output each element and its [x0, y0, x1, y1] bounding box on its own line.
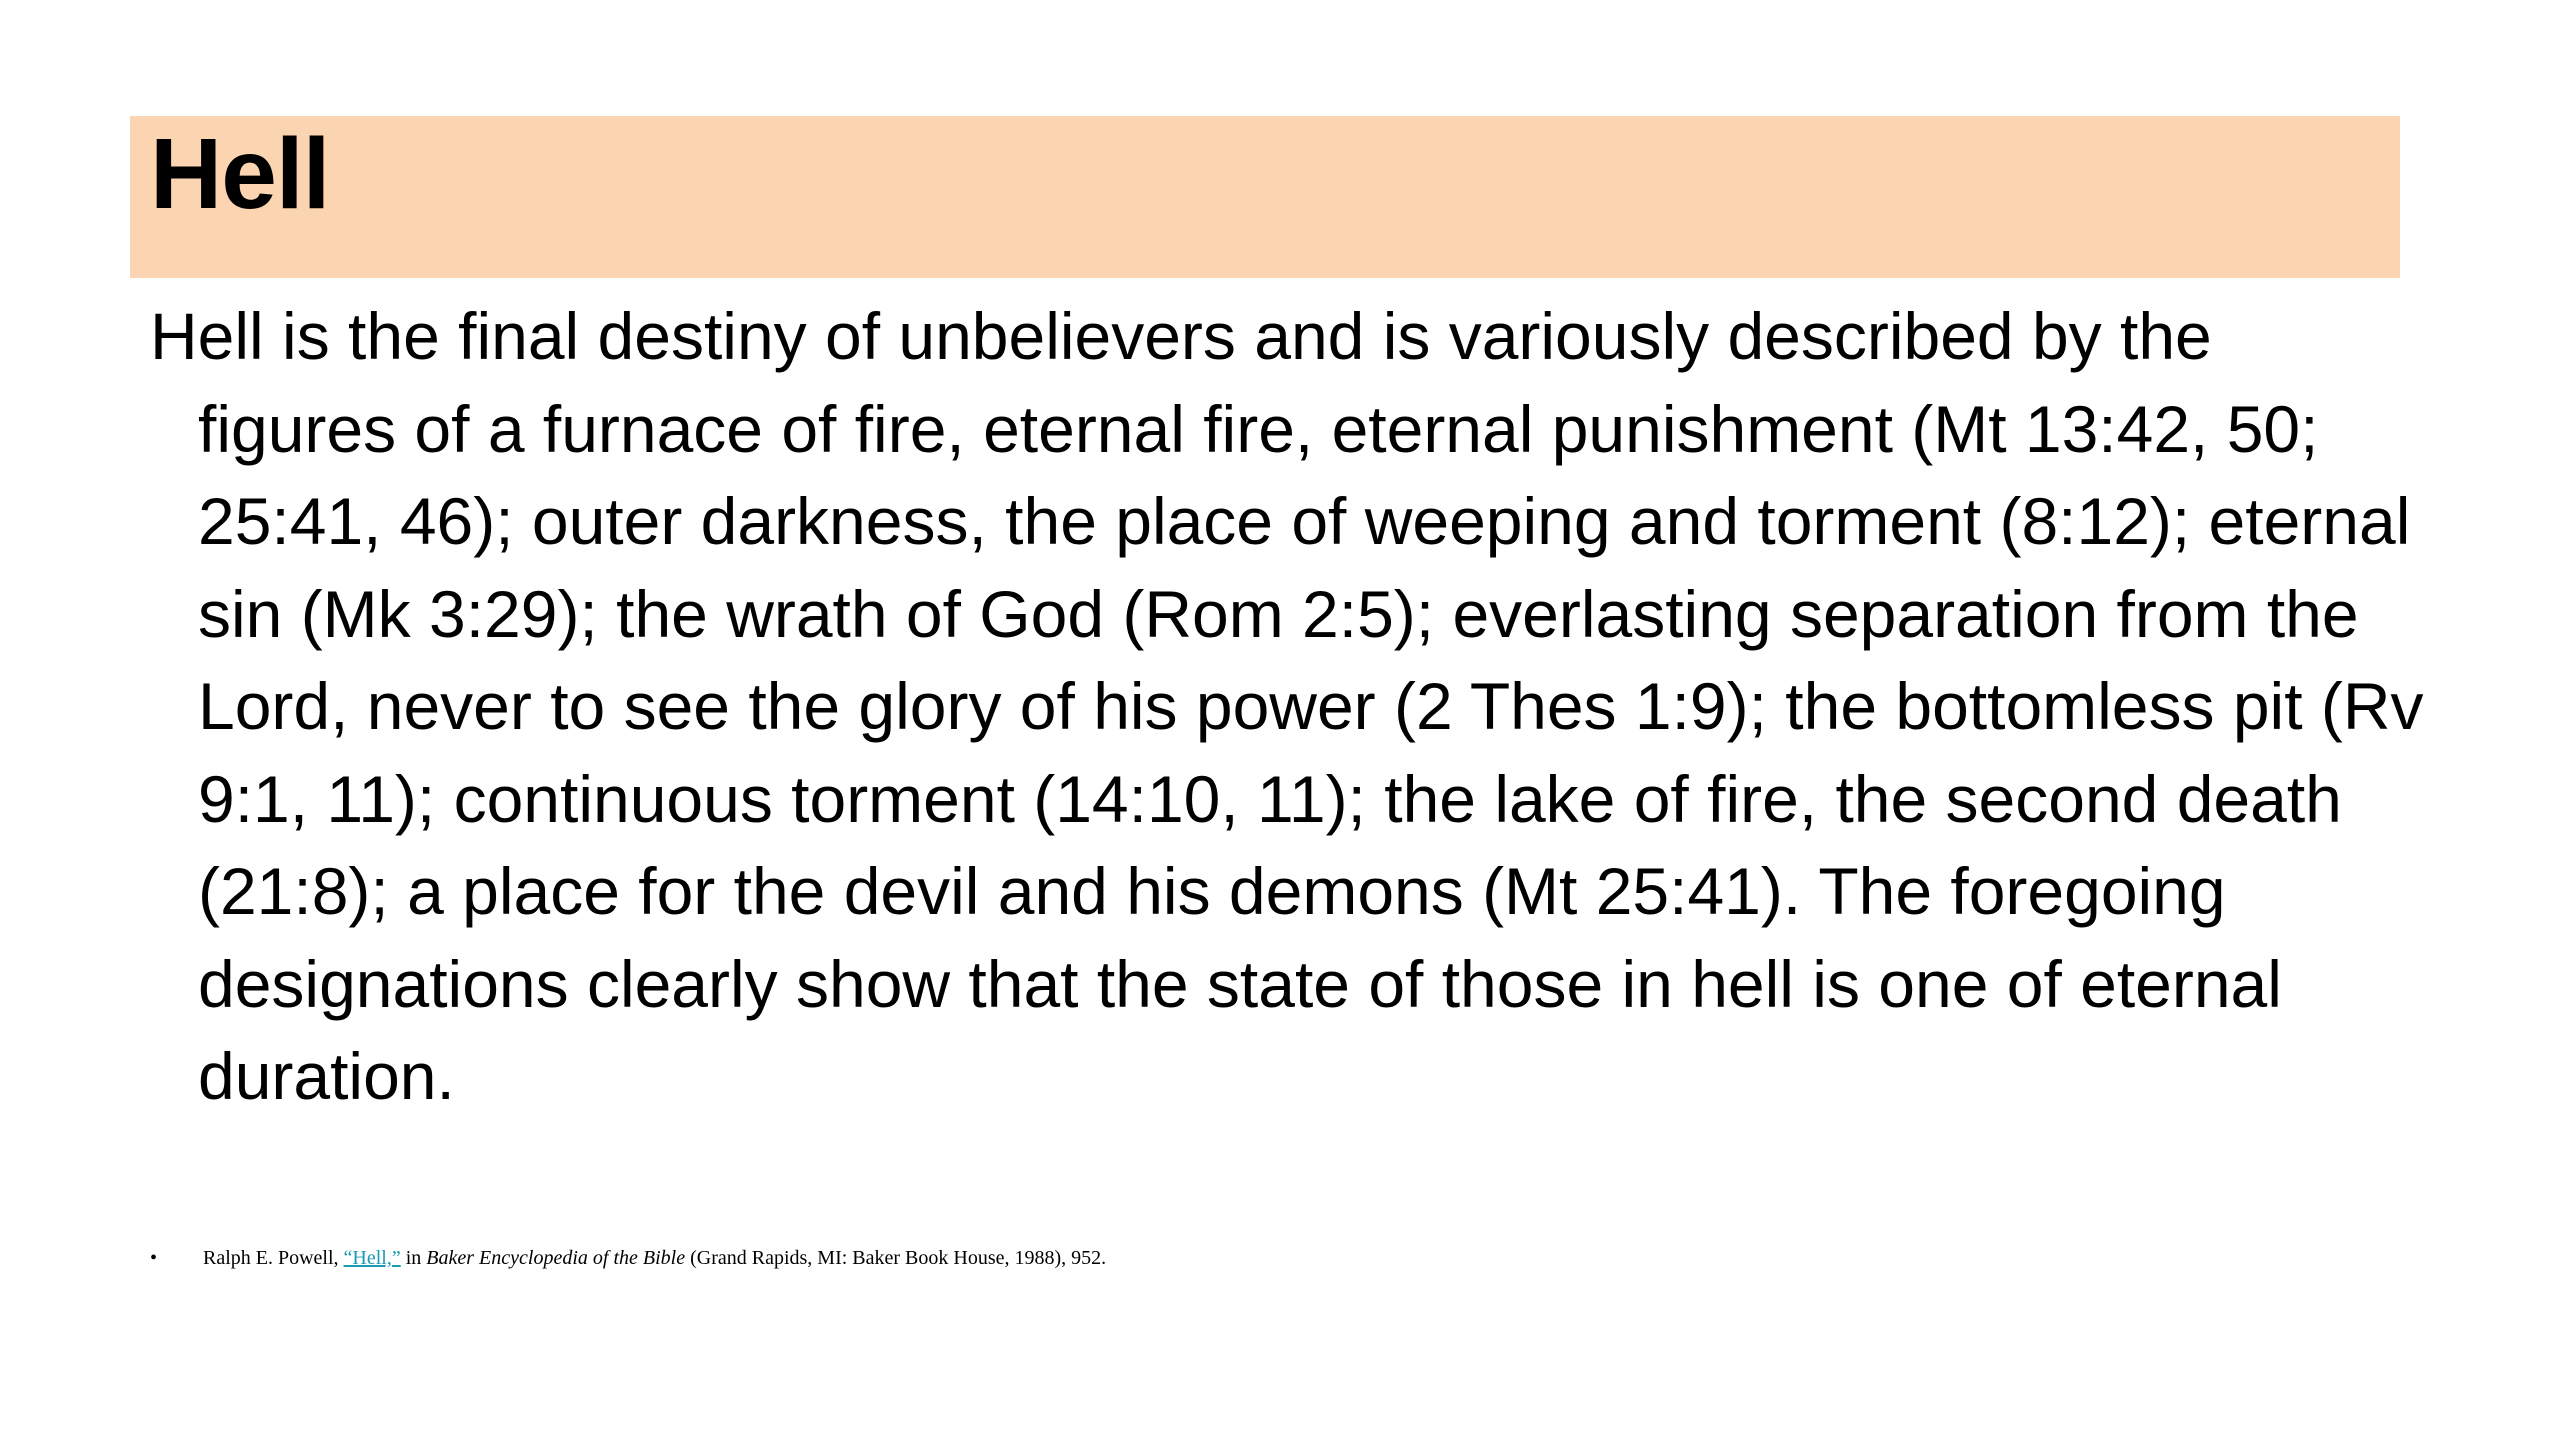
- footnote-publication: (Grand Rapids, MI: Baker Book House, 1988), 952.: [685, 1247, 1107, 1269]
- footnote-in-text: in: [400, 1247, 427, 1269]
- footnote-article-link[interactable]: “Hell,”: [343, 1247, 401, 1269]
- footnote-book-title: Baker Encyclopedia of the Bible: [426, 1247, 686, 1269]
- title-band: [130, 116, 2400, 278]
- slide-body-text: Hell is the final destiny of unbelievers and is variously described by the figures of a furnace of fire, eternal fire, eternal punishment (Mt 13:42, 50; 25:41, 46); outer darkness, the place of weeping and torment (8:12); eternal sin (Mk 3:29); the wrath of God (Rom 2:5); everlasting separation from the Lord, never to see the glory of his power (2 Thes 1:9); the bottomless pit (Rv 9:1, 11); continuous torment (14:10, 11); the lake of fire, the second death (21:8); a place for the devil and his demons (Mt 25:41). The foregoing designations clearly show that the state of those in hell is one of eternal duration.: [150, 299, 2424, 1113]
- footnote-bullet: •: [150, 1247, 158, 1269]
- footnote: [150, 1244, 1106, 1272]
- slide-title: Hell: [150, 118, 330, 230]
- footnote-author: Ralph E. Powell,: [203, 1247, 344, 1269]
